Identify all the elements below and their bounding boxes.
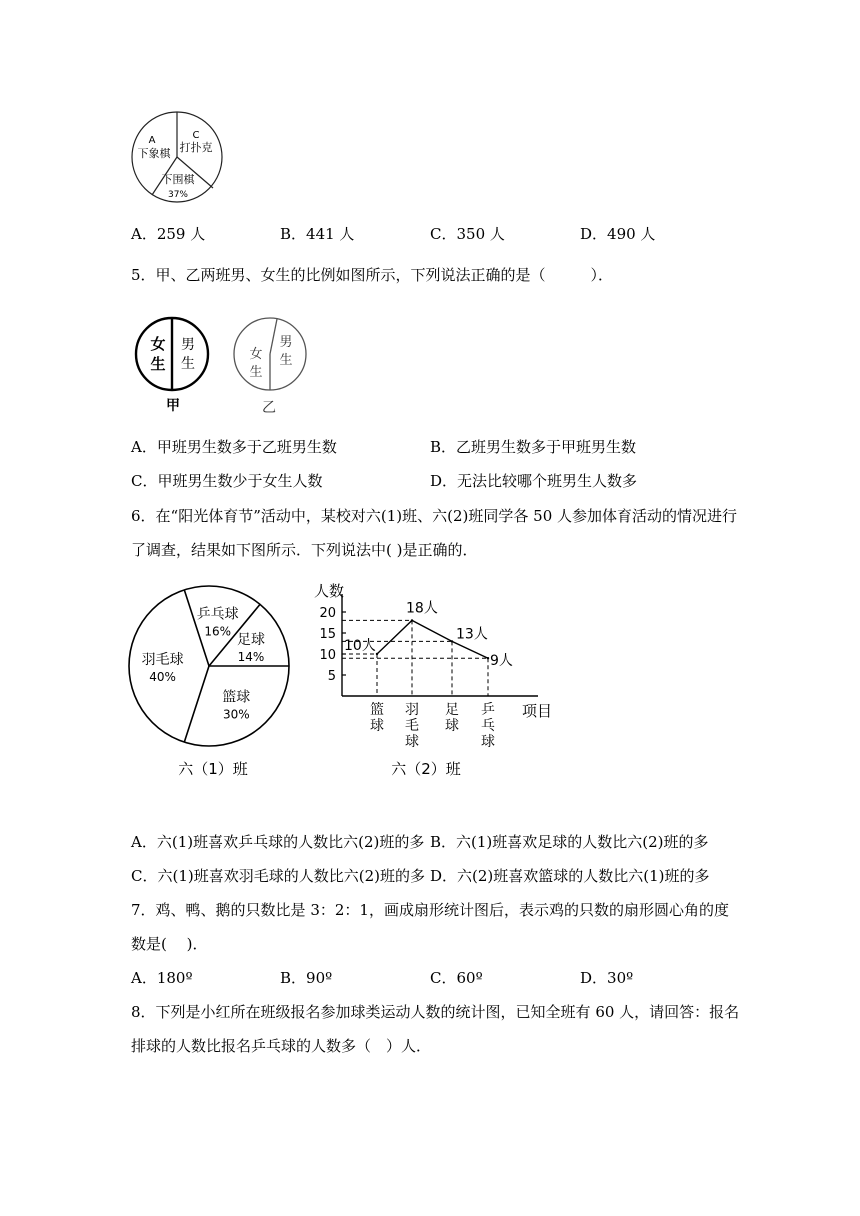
- q5-yi-boy-1: 男: [279, 335, 293, 350]
- option-letter: C．: [430, 225, 457, 243]
- pie-slice-label: 篮球: [222, 689, 251, 706]
- pie-slice-label: 足球: [237, 632, 265, 649]
- pie-slice-value: 40%: [149, 670, 176, 684]
- q7-option-d[interactable]: [580, 968, 633, 988]
- option-letter: C．: [131, 867, 158, 885]
- pie-slice-value: 16%: [204, 624, 232, 639]
- option-text: 甲班男生数少于女生人数: [157, 472, 323, 490]
- q5-option-a[interactable]: [131, 437, 337, 457]
- option-text: 无法比较哪个班男生人数多: [457, 472, 638, 490]
- q7-option-a[interactable]: [131, 968, 193, 988]
- option-text: 甲班男生数多于乙班男生数: [156, 438, 337, 456]
- pie-slice-value: 30%: [222, 707, 250, 722]
- pie-slice-value: 14%: [237, 650, 265, 665]
- q4-pie-b-text: 下围棋: [161, 173, 195, 186]
- q7-stem-line-2: 数是( )．: [131, 935, 208, 953]
- q4-option-a[interactable]: [131, 224, 205, 244]
- option-text: 350 人: [456, 225, 505, 243]
- option-letter: C．: [430, 969, 457, 987]
- x-tick-label: 篮: [370, 702, 384, 718]
- q5-jia-girl-2: 生: [150, 355, 166, 373]
- option-text: 259 人: [156, 225, 206, 243]
- class-6-1-pie-chart: [125, 582, 300, 782]
- q5-yi-girl-1: 女: [249, 347, 263, 362]
- q4-pie-c-text: 打扑克: [179, 141, 213, 154]
- option-text: 180º: [156, 969, 193, 987]
- pie-slice-label: 羽毛球: [141, 652, 184, 668]
- option-text: 441 人: [306, 225, 355, 243]
- q6-option-d[interactable]: [430, 866, 710, 886]
- option-letter: A．: [131, 833, 157, 851]
- data-point: [451, 640, 453, 642]
- q5-jia-boy-1: 男: [181, 337, 195, 353]
- option-letter: A．: [131, 438, 157, 456]
- x-tick-label: 乒: [481, 702, 495, 718]
- q6-stem-line-2: 了调查，结果如下图所示．下列说法中( )是正确的．: [131, 541, 478, 559]
- option-text: 六(1)班喜欢羽毛球的人数比六(2)班的多: [157, 867, 425, 885]
- y-tick-label: 20: [319, 606, 336, 621]
- line-chart-title: 六（2）班: [391, 760, 461, 778]
- q4-pie-chart: [130, 110, 226, 206]
- option-text: 乙班男生数多于甲班男生数: [456, 438, 637, 456]
- x-tick-label: 羽: [405, 702, 419, 718]
- q4-pie-c-letter: C: [192, 130, 200, 141]
- y-tick-label: 15: [319, 627, 336, 642]
- q5-option-c[interactable]: [131, 471, 323, 491]
- q4-pie-a-letter: A: [148, 135, 156, 146]
- option-text: 六(2)班喜欢篮球的人数比六(1)班的多: [457, 867, 710, 885]
- y-axis-title: 人数: [314, 582, 345, 600]
- q5-yi-girl-2: 生: [249, 365, 263, 380]
- q5-stem: 5．甲、乙两班男、女生的比例如图所示，下列说法正确的是（ ）．: [131, 266, 614, 284]
- x-axis-title: 项目: [522, 702, 553, 720]
- q5-option-b[interactable]: [430, 437, 636, 457]
- x-tick-label: 球: [370, 718, 384, 734]
- option-letter: B．: [280, 225, 307, 243]
- option-letter: B．: [430, 833, 457, 851]
- q4-pie-b-pct: 37%: [167, 190, 189, 200]
- q6-stem-line-1: 6．在“阳光体育节”活动中，某校对六(1)班、六(2)班同学各 50 人参加体育活动的情况进行: [131, 507, 738, 525]
- data-label: 10人: [344, 638, 376, 654]
- class-6-2-line-chart: [300, 576, 570, 782]
- option-letter: D．: [580, 225, 608, 243]
- y-tick-label: 10: [319, 648, 336, 663]
- data-label: 9人: [490, 653, 513, 670]
- y-tick-label: 5: [327, 669, 336, 684]
- option-letter: A．: [131, 969, 157, 987]
- data-label: 13人: [456, 626, 488, 643]
- q8-stem-line-2: 排球的人数比报名乒乓球的人数多（ ）人．: [131, 1037, 432, 1055]
- q5-jia-boy-2: 生: [181, 356, 195, 372]
- x-tick-label: 球: [405, 734, 419, 750]
- q6-option-b[interactable]: [430, 832, 709, 852]
- option-letter: B．: [280, 969, 307, 987]
- option-letter: D．: [430, 472, 458, 490]
- option-letter: A．: [131, 225, 157, 243]
- q5-option-d[interactable]: [430, 471, 637, 491]
- q7-stem-line-1: 7．鸡、鸭、鹅的只数比是 3：2：1，画成扇形统计图后，表示鸡的只数的扇形圆心角的度: [131, 901, 729, 919]
- q5-yi-boy-2: 生: [279, 353, 293, 368]
- q7-option-c[interactable]: [430, 968, 483, 988]
- data-point: [487, 657, 489, 659]
- q4-option-b[interactable]: [280, 224, 354, 244]
- pie-slice-border: [184, 666, 209, 742]
- q5-figure: [132, 316, 312, 418]
- option-text: 490 人: [607, 225, 656, 243]
- option-text: 六(1)班喜欢乒乓球的人数比六(2)班的多: [156, 833, 425, 851]
- q5-yi-caption: 乙: [262, 400, 276, 416]
- pie-slice-label: 乒乓球: [196, 606, 239, 623]
- q5-jia-girl-1: 女: [150, 335, 166, 353]
- option-text: 60º: [456, 969, 483, 987]
- option-letter: B．: [430, 438, 457, 456]
- x-tick-label: 球: [445, 718, 459, 734]
- x-tick-label: 足: [445, 702, 459, 718]
- x-tick-label: 毛: [405, 718, 419, 734]
- data-point: [411, 619, 413, 621]
- q4-pie-a-text: 下象棋: [137, 147, 171, 160]
- option-letter: D．: [430, 867, 458, 885]
- option-text: 90º: [306, 969, 333, 987]
- option-letter: C．: [131, 472, 158, 490]
- q8-stem-line-1: 8．下列是小红所在班级报名参加球类运动人数的统计图，已知全班有 60 人，请回答：报名: [131, 1003, 740, 1021]
- q7-option-b[interactable]: [280, 968, 332, 988]
- q4-option-c[interactable]: [430, 224, 505, 244]
- q6-option-c[interactable]: [131, 866, 425, 886]
- data-point: [376, 653, 378, 655]
- x-tick-label: 球: [481, 734, 495, 750]
- data-label: 18人: [406, 600, 438, 617]
- option-text: 六(1)班喜欢足球的人数比六(2)班的多: [456, 833, 709, 851]
- x-tick-label: 乓: [481, 718, 495, 734]
- pie-chart-title: 六（1）班: [178, 760, 248, 778]
- option-text: 30º: [607, 969, 634, 987]
- q4-option-d[interactable]: [580, 224, 655, 244]
- q5-jia-caption: 甲: [166, 398, 180, 414]
- q6-option-a[interactable]: [131, 832, 424, 852]
- option-letter: D．: [580, 969, 608, 987]
